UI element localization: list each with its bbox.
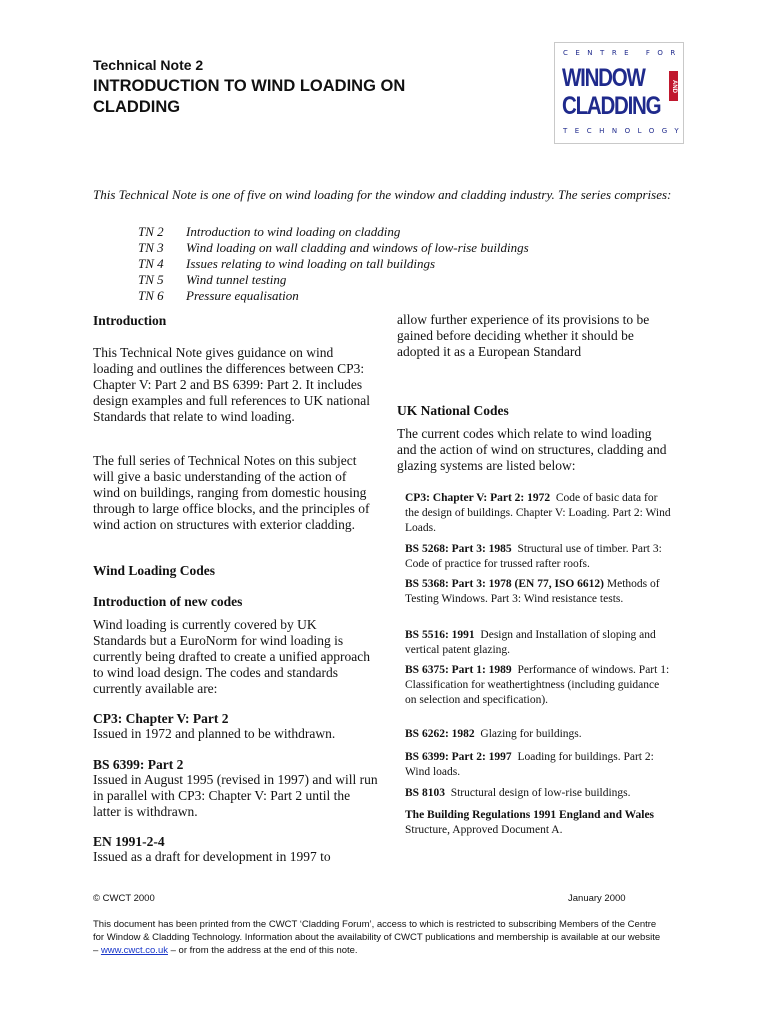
code-ref: BS 5368: Part 3: 1978 (EN 77, ISO 6612) — [405, 578, 605, 590]
new-codes-heading: Introduction of new codes — [93, 594, 243, 609]
code-desc: Structural use of timber. Part 3: Code of practice for trussed rafter roofs. — [405, 543, 662, 570]
code-entry — [405, 727, 671, 742]
document-date: January 2000 — [568, 893, 626, 904]
series-code: TN 6 — [138, 288, 164, 303]
website-link[interactable]: www.cwct.co.uk — [100, 945, 168, 956]
series-title: Wind loading on wall cladding and windows of low-rise buildings — [186, 240, 529, 255]
code-entry — [405, 577, 671, 607]
logo-top-text: CENTRE FOR — [563, 49, 683, 57]
series-code: TN 5 — [138, 272, 164, 287]
logo-bottom-text: TECHNOLOGY — [563, 127, 687, 135]
bs6399-title: BS 6399: Part 2 — [93, 757, 184, 772]
uk-codes-heading: UK National Codes — [397, 403, 509, 418]
intro-paragraph: This Technical Note is one of five on wind loading for the window and cladding industry. The series comprises: — [93, 187, 672, 202]
series-code: TN 3 — [138, 240, 164, 255]
logo-window-text: WINDOW — [562, 64, 645, 92]
introduction-paragraph-2: The full series of Technical Notes on this subject will give a basic understanding of the action of wind on buildings, ranging from domestic housing through to large office blocks, and the principles of wind action on structures with exterior cladding. — [93, 453, 370, 532]
notice-text: This document has been printed from the CWCT ‘Cladding Forum’, access to which is restricted to subscribing Members of the Centre for Window & Cladding Technology. Information about the availability of CWCT publications and membership is available at our website – — [93, 919, 661, 956]
code-ref: CP3: Chapter V: Part 2: 1972 — [405, 492, 551, 504]
logo-and-text: AND — [669, 71, 678, 101]
series-title: Wind tunnel testing — [186, 272, 287, 287]
en-title: EN 1991-2-4 — [93, 834, 165, 849]
logo-cladding-text: CLADDING — [562, 92, 661, 120]
copyright: © CWCT 2000 — [93, 893, 155, 904]
en-continuation: allow further experience of its provisions to be gained before deciding whether it should be adopted it as a European Standard — [397, 312, 650, 359]
uk-codes-paragraph: The current codes which relate to wind loading and the action of wind on structures, cladding and glazing systems are listed below: — [397, 426, 667, 473]
cp3-text: Issued in 1972 and planned to be withdrawn. — [93, 726, 336, 741]
introduction-paragraph-1: This Technical Note gives guidance on wind loading and outlines the differences between CP3: Chapter V: Part 2 and BS 6399: Part 2. It includes design examples and full references to UK national Standards that relate to wind loading. — [93, 345, 371, 424]
code-entry — [405, 750, 671, 780]
code-ref: BS 5516: 1991 — [405, 629, 475, 641]
code-desc: Performance of windows. Part 1: Classification for weathertightness (including guidance on selection and specification). — [405, 664, 670, 706]
series-title: Pressure equalisation — [186, 288, 299, 303]
document-title: INTRODUCTION TO WIND LOADING ON CLADDING — [93, 77, 406, 116]
new-codes-paragraph: Wind loading is currently covered by UK Standards but a EuroNorm for wind loading is currently being drafted to create a unified approach to wind load design. The codes and standards currently available are: — [93, 617, 370, 696]
code-desc: Loading for buildings. Part 2: Wind loads. — [405, 751, 654, 778]
series-code: TN 4 — [138, 256, 164, 271]
code-ref: BS 6375: Part 1: 1989 — [405, 664, 512, 676]
series-item — [138, 224, 529, 240]
code-ref: BS 6399: Part 2: 1997 — [405, 751, 512, 763]
en-text: Issued as a draft for development in 1997 to — [93, 849, 331, 864]
series-title: Introduction to wind loading on cladding — [186, 224, 401, 239]
code-desc: Design and Installation of sloping and vertical patent glazing. — [405, 629, 656, 656]
code-desc: Structure, Approved Document A. — [405, 824, 563, 836]
note-label: Technical Note 2 — [93, 57, 204, 73]
series-item — [138, 272, 529, 288]
wind-loading-codes-heading: Wind Loading Codes — [93, 563, 216, 578]
code-ref: BS 8103 — [405, 787, 445, 799]
series-list — [138, 224, 529, 304]
code-entry — [405, 663, 671, 708]
series-item — [138, 256, 529, 272]
code-entry — [405, 808, 660, 838]
series-item — [138, 288, 529, 304]
code-desc: Glazing for buildings. — [480, 728, 582, 740]
series-code: TN 2 — [138, 224, 164, 239]
code-ref: BS 5268: Part 3: 1985 — [405, 543, 512, 555]
footer-notice — [93, 918, 668, 957]
code-entry — [405, 786, 671, 801]
code-desc: Code of basic data for the design of buildings. Chapter V: Loading. Part 2: Wind Loads. — [405, 492, 671, 534]
code-ref: BS 6262: 1982 — [405, 728, 475, 740]
bs6399-text: Issued in August 1995 (revised in 1997) and will run in parallel with CP3: Chapter V: Part 2 until the latter is withdrawn. — [93, 772, 378, 819]
series-title: Issues relating to wind loading on tall buildings — [186, 256, 436, 271]
cwct-logo — [554, 42, 687, 144]
code-desc: Structural design of low-rise buildings. — [450, 787, 631, 799]
notice-text-end: – or from the address at the end of this note. — [167, 945, 358, 956]
code-ref: The Building Regulations 1991 England and Wales — [405, 809, 655, 821]
code-entry — [405, 628, 671, 658]
series-item — [138, 240, 529, 256]
introduction-heading: Introduction — [93, 313, 167, 328]
code-entry — [405, 491, 671, 536]
cp3-title: CP3: Chapter V: Part 2 — [93, 711, 229, 726]
code-desc: Methods of Testing Windows. Part 3: Wind resistance tests. — [405, 578, 660, 605]
code-entry — [405, 542, 671, 572]
